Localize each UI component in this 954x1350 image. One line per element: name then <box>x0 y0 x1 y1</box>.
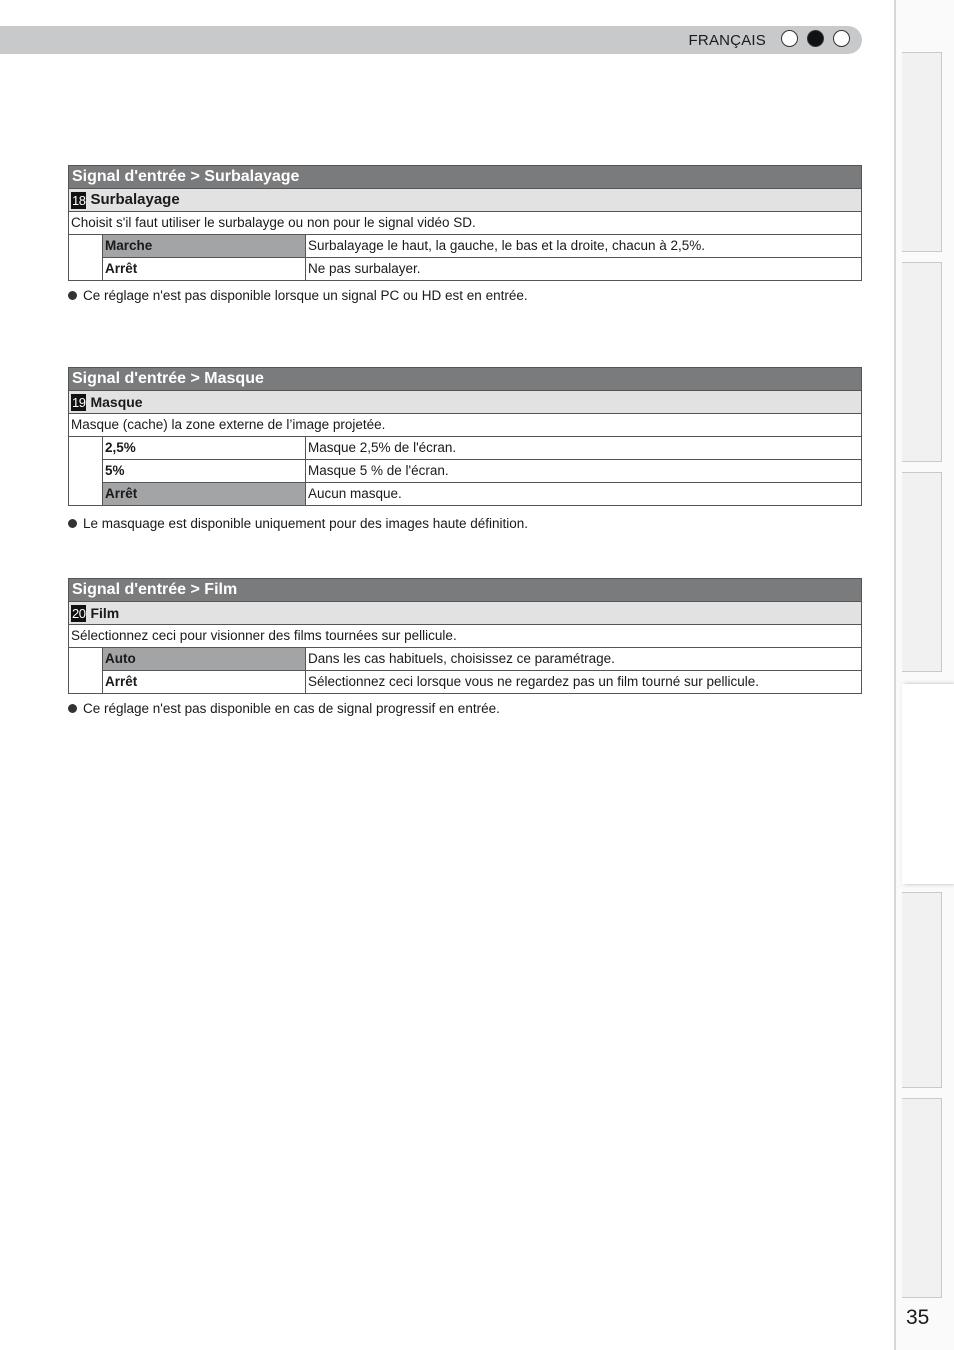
side-tab-6[interactable] <box>902 1098 942 1298</box>
section-description: Masque (cache) la zone externe de l’image projetée. <box>68 414 862 437</box>
language-label: FRANÇAIS <box>688 32 766 49</box>
option-name: Arrêt <box>103 671 306 693</box>
section-surbalayage <box>68 165 862 281</box>
option-description: Masque 5 % de l'écran. <box>308 463 449 478</box>
item-number-badge: 20 <box>72 605 86 621</box>
side-tab-3[interactable] <box>902 472 942 672</box>
option-description: Surbalayage le haut, la gauche, le bas et la droite, chacun à 2,5%. <box>308 238 706 253</box>
option-name: 5% <box>103 460 306 482</box>
note-film <box>68 701 500 716</box>
option-name: Arrêt <box>103 483 306 505</box>
option-name: Auto <box>103 648 306 670</box>
indicator-dot-3 <box>833 30 850 47</box>
side-tab-4-active[interactable] <box>902 684 954 884</box>
note-masque <box>68 516 528 531</box>
section-title: Signal d'entrée > Film <box>68 578 862 602</box>
section-masque <box>68 367 862 506</box>
option-description: Sélectionnez ceci lorsque vous ne regardez pas un film tourné sur pellicule. <box>308 674 759 689</box>
page-number: 35 <box>906 1306 930 1329</box>
bullet-icon <box>68 291 77 300</box>
option-name: Marche <box>103 235 306 257</box>
section-description: Sélectionnez ceci pour visionner des films tournées sur pellicule. <box>68 625 862 648</box>
section-subtitle: Surbalayage <box>90 191 180 208</box>
options-table <box>68 437 862 506</box>
options-indent <box>69 437 103 505</box>
section-title: Signal d'entrée > Surbalayage <box>68 165 862 189</box>
side-tab-5[interactable] <box>902 892 942 1088</box>
header-bar <box>0 26 862 54</box>
indicator-dot-2 <box>807 30 824 47</box>
section-description: Choisit s'il faut utiliser le surbalayge ou non pour le signal vidéo SD. <box>68 212 862 235</box>
option-name: 2,5% <box>103 437 306 459</box>
section-subtitle-row <box>68 391 862 414</box>
option-row <box>103 235 861 258</box>
side-divider <box>894 0 896 1350</box>
option-description: Ne pas surbalayer. <box>308 261 421 276</box>
indicator-dot-1 <box>781 30 798 47</box>
section-subtitle: Film <box>90 605 120 621</box>
option-row <box>103 671 861 693</box>
option-description: Masque 2,5% de l'écran. <box>308 440 457 455</box>
note-text: Le masquage est disponible uniquement pour des images haute définition. <box>83 516 529 531</box>
option-row <box>103 648 861 671</box>
note-text: Ce réglage n'est pas disponible en cas de signal progressif en entrée. <box>83 701 500 716</box>
section-subtitle: Masque <box>90 394 143 410</box>
section-subtitle-row <box>68 602 862 625</box>
item-number-badge: 19 <box>72 394 86 410</box>
note-text: Ce réglage n'est pas disponible lorsque un signal PC ou HD est en entrée. <box>83 288 528 303</box>
options-table <box>68 235 862 281</box>
options-indent <box>69 648 103 693</box>
bullet-icon <box>68 704 77 713</box>
side-tab-2[interactable] <box>902 262 942 462</box>
section-subtitle-row <box>68 189 862 212</box>
language-indicator <box>781 30 850 47</box>
item-number-badge: 18 <box>72 192 86 208</box>
option-row <box>103 437 861 460</box>
bullet-icon <box>68 519 77 528</box>
option-row <box>103 460 861 483</box>
section-film <box>68 578 862 694</box>
option-description: Dans les cas habituels, choisissez ce paramétrage. <box>308 651 615 666</box>
options-table <box>68 648 862 694</box>
option-row <box>103 483 861 505</box>
option-description: Aucun masque. <box>308 486 402 501</box>
side-tab-1[interactable] <box>902 52 942 252</box>
note-surbalayage <box>68 288 528 303</box>
option-name: Arrêt <box>103 258 306 280</box>
option-row <box>103 258 861 280</box>
options-indent <box>69 235 103 280</box>
section-title: Signal d'entrée > Masque <box>68 367 862 391</box>
